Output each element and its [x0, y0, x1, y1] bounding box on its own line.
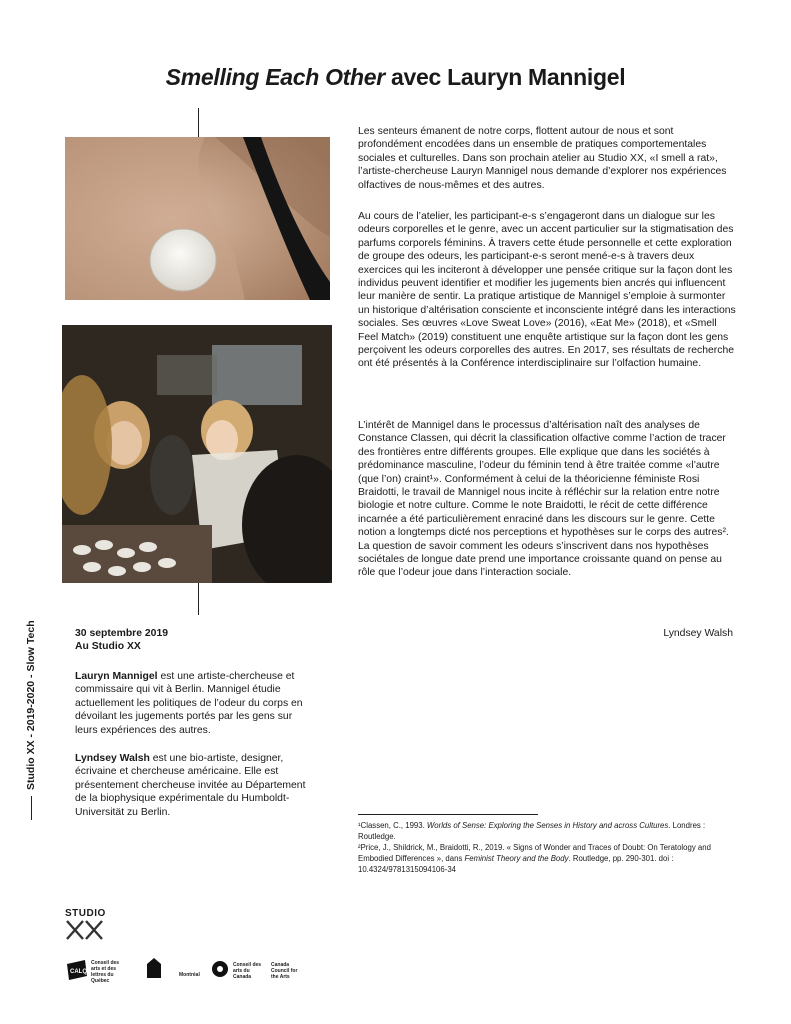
svg-text:CALQ: CALQ — [70, 969, 87, 975]
studio-logo-text: STUDIO — [65, 908, 106, 919]
bio-walsh-name: Lyndsey Walsh — [75, 753, 150, 764]
xx-mark-icon — [65, 919, 105, 941]
side-label — [25, 600, 37, 820]
footnote-rule — [358, 814, 538, 815]
footnote-1: ¹Classen, C., 1993. Worlds of Sense: Exploring the Senses in History and across Cultures. Londres : Routledge. — [358, 821, 706, 841]
side-label-text: Studio XX - 2019-2020 - Slow Tech — [25, 620, 37, 790]
author-signature: Lyndsey Walsh — [663, 628, 733, 639]
event-date: 30 septembre 2019 — [75, 628, 168, 639]
title-rest: avec Lauryn Mannigel — [384, 64, 626, 90]
calq-logo-icon — [65, 960, 89, 980]
funder-logos — [65, 958, 385, 988]
body-paragraph-3: L’intérêt de Mannigel dans le processus d’altérisation naît des analyses de Constance Classen, qui décrit la classification olfactive comme l’action de tracer des frontières entre différents groupes. Elle explique que dans les sociétés à prédominance masculine, l’odeur du féminin tend à être traitée comme «l’autre (que l’on) craint¹». Conformément à celui de la théoricienne féministe Rosi Braidotti, le travail de Mannigel nous incite à réfléchir sur la relation entre notre biologie et notre culture. Comme le note Braidotti, le récit de cette différence incarnée a été particulièrement enraciné dans les discours sur le genre. Cette notion a longtemps dicté nos perceptions et hypothèses sur le corps des autres². La question de savoir comment les odeurs s’inscrivent dans nos hypothèses sociétales de longue date prend une importance croissante quand on pense au rôle que l’odeur joue dans l’interaction sociale. — [358, 420, 729, 579]
bio-mannigel-name: Lauryn Mannigel — [75, 671, 158, 682]
event-info — [75, 627, 315, 654]
cac-fr-text: Conseil des arts du Canada — [233, 962, 262, 980]
body-paragraph-1: Les senteurs émanent de notre corps, flottent autour de nous et sont profondément encodées dans un ensemble de pratiques comportementales sociales et culturelles. Dans son prochain atelier au Studio XX, «I smell a rat», l’artiste-chercheuse Lauryn Mannigel nous demande d’explorer nos expériences olfactives de nous-mêmes et des autres. — [358, 126, 727, 191]
divider-top — [198, 108, 199, 138]
event-place: Au Studio XX — [75, 641, 141, 653]
divider-bottom — [198, 583, 199, 615]
page-title — [0, 64, 791, 91]
calq-text: Conseil des arts et des lettres du Québec — [91, 960, 120, 984]
bio-mannigel-text: est une artiste-chercheuse et commissaire qui vit à Berlin. Mannigel étudie actuellement les politiques de l’odeur du corps en dévoilant les jugements portés par les gens sur leurs expériences des autres. — [75, 671, 303, 736]
montreal-text: Montréal — [179, 972, 200, 978]
body-paragraph-2: Au cours de l’atelier, les participant-e-s s’engageront dans un dialogue sur les odeurs corporelles et le genre, avec un accent particulier sur la stigmatisation des parfums corporels féminins. À travers cette étude personnelle et cette exploration de groupe des odeurs, les participant-e-s seront mené-e-s à travers deux exercices qui les inciteront à développer une pensée critique sur la façon dont les individus peuvent identifier et modifier les jugements bien ancrés qui influencent leur manière de sentir. La pratique artistique de Mannigel s’emploie à surmonter un historique d’altérisation consciente et inconsciente intégré dans les interactions sociales. Ses œuvres «Love Sweat Love» (2016), «Eat Me» (2018), et «Smell Feel Match» (2019) constituent une enquête artistique sur la façon dont les gens perçoivent les odeurs corporelles des autres. En 2017, ses résultats de recherche ont été présentés à la Conférence interdisciplinaire sur l’olfaction humaine. — [358, 211, 736, 370]
montreal-logo-icon — [145, 958, 167, 982]
bio-mannigel — [75, 670, 315, 737]
studio-xx-logo — [65, 908, 106, 946]
workshop-photo — [62, 325, 332, 583]
title-italic: Smelling Each Other — [165, 64, 385, 90]
canada-council-logo-icon — [211, 960, 229, 978]
cac-en-text: Canada Council for the Arts — [271, 962, 298, 980]
armpit-photo — [65, 137, 330, 300]
side-label-dash — [31, 796, 32, 820]
footnote-2: ²Price, J., Shildrick, M., Braidotti, R., 2019. « Signs of Wonder and Traces of Doubt: On Teratology and Embodied Differences », dans Feminist Theory and the Body. Routledge, pp. 290-301. doi : 10.4324/9781315094106-34 — [358, 843, 711, 874]
bio-walsh — [75, 752, 315, 819]
bio-walsh-text: est une bio-artiste, designer, écrivaine et chercheuse américaine. Elle est présentement chercheuse invitée au Département de la biophysique expérimentale du Humboldt-Universität zu Berlin. — [75, 753, 306, 818]
